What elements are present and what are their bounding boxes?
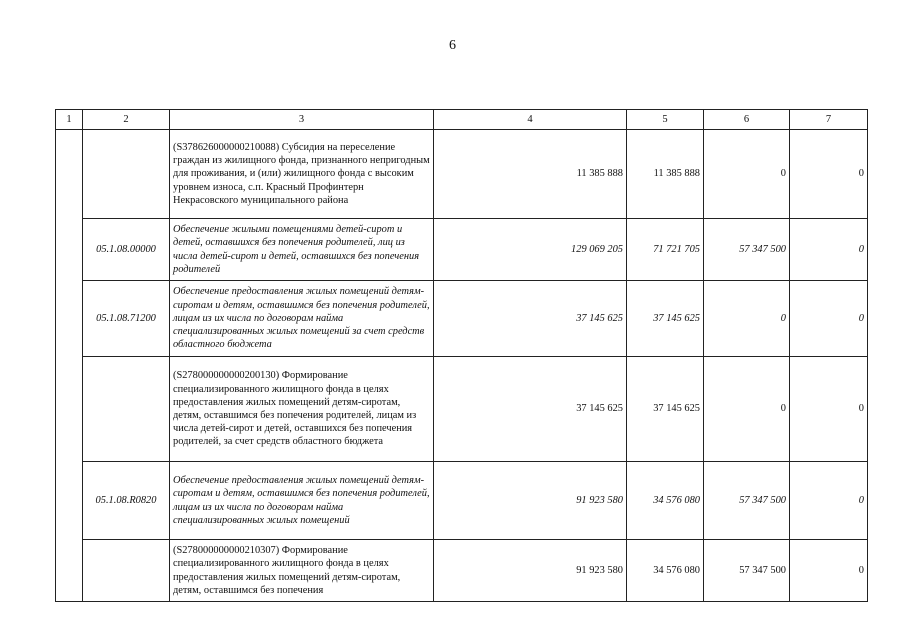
page-number: 6 bbox=[449, 38, 456, 53]
value-cell-col4: 37 145 625 bbox=[434, 357, 627, 462]
value-cell-col7: 0 bbox=[790, 281, 868, 357]
description-cell: Обеспечение жилыми помещениями детей-сирот и детей, оставшихся без попечения родителей, лиц из числа детей-сирот и детей, оставшихся без попечения родителей bbox=[170, 219, 434, 281]
code-cell bbox=[83, 130, 170, 219]
value-cell-col7: 0 bbox=[790, 540, 868, 602]
value-cell-col5: 34 576 080 bbox=[627, 462, 704, 540]
column-1-cell bbox=[56, 130, 83, 602]
value-cell-col7: 0 bbox=[790, 462, 868, 540]
code-cell: 05.1.08.R0820 bbox=[83, 462, 170, 540]
budget-table bbox=[55, 109, 868, 602]
table-row bbox=[56, 130, 868, 219]
value-cell-col6: 0 bbox=[704, 357, 790, 462]
value-cell-col6: 0 bbox=[704, 281, 790, 357]
value-cell-col4: 91 923 580 bbox=[434, 540, 627, 602]
table-row bbox=[56, 540, 868, 602]
value-cell-col4: 129 069 205 bbox=[434, 219, 627, 281]
value-cell-col5: 11 385 888 bbox=[627, 130, 704, 219]
value-cell-col6: 57 347 500 bbox=[704, 540, 790, 602]
value-cell-col7: 0 bbox=[790, 130, 868, 219]
column-header: 5 bbox=[627, 110, 704, 130]
value-cell-col5: 34 576 080 bbox=[627, 540, 704, 602]
code-cell bbox=[83, 357, 170, 462]
description-cell: Обеспечение предоставления жилых помещений детям-сиротам и детям, оставшимся без попечения родителей, лицам из их числа по договорам найма специализированных жилых помещений за счет средств областного бюджета bbox=[170, 281, 434, 357]
description-cell: (S278000000000210307) Формирование специализированного жилищного фонда в целях предоставления жилых помещений детям-сиротам, детям, оставшимся без попечения bbox=[170, 540, 434, 602]
value-cell-col6: 57 347 500 bbox=[704, 462, 790, 540]
table-row bbox=[56, 357, 868, 462]
column-header: 3 bbox=[170, 110, 434, 130]
value-cell-col7: 0 bbox=[790, 357, 868, 462]
value-cell-col5: 37 145 625 bbox=[627, 281, 704, 357]
value-cell-col4: 11 385 888 bbox=[434, 130, 627, 219]
table-row bbox=[56, 219, 868, 281]
column-header: 4 bbox=[434, 110, 627, 130]
value-cell-col4: 91 923 580 bbox=[434, 462, 627, 540]
description-cell: (S278000000000200130) Формирование специализированного жилищного фонда в целях предоставления жилых помещений детям-сиротам, детям, оставшимся без попечения родителей, лицам из числа детей-сирот и детей, оставшихся без попечения родителей, за счет средств областного бюджета bbox=[170, 357, 434, 462]
value-cell-col5: 37 145 625 bbox=[627, 357, 704, 462]
table-header-row bbox=[56, 110, 868, 130]
value-cell-col4: 37 145 625 bbox=[434, 281, 627, 357]
table-row bbox=[56, 462, 868, 540]
code-cell: 05.1.08.00000 bbox=[83, 219, 170, 281]
column-header: 7 bbox=[790, 110, 868, 130]
column-header: 2 bbox=[83, 110, 170, 130]
column-header: 6 bbox=[704, 110, 790, 130]
column-header: 1 bbox=[56, 110, 83, 130]
description-cell: Обеспечение предоставления жилых помещений детям-сиротам и детям, оставшимся без попечения родителей, лицам из их числа по договорам найма специализированных жилых помещений bbox=[170, 462, 434, 540]
description-cell: (S378626000000210088) Субсидия на переселение граждан из жилищного фонда, признанного непригодным для проживания, и (или) жилищного фонда с высоким уровнем износа, с.п. Красный Профинтерн Некрасовского муниципального района bbox=[170, 130, 434, 219]
code-cell: 05.1.08.71200 bbox=[83, 281, 170, 357]
value-cell-col7: 0 bbox=[790, 219, 868, 281]
value-cell-col5: 71 721 705 bbox=[627, 219, 704, 281]
value-cell-col6: 57 347 500 bbox=[704, 219, 790, 281]
value-cell-col6: 0 bbox=[704, 130, 790, 219]
table-row bbox=[56, 281, 868, 357]
code-cell bbox=[83, 540, 170, 602]
